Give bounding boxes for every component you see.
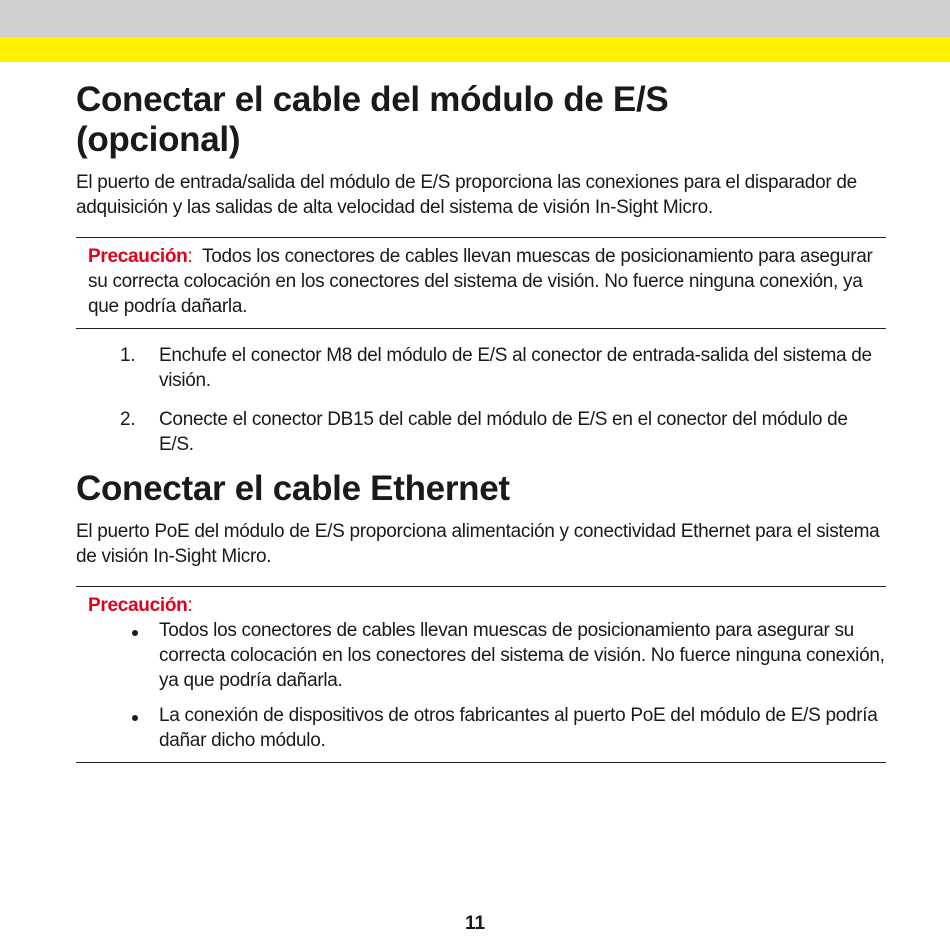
bullet-icon [132, 715, 138, 721]
caution-bullet-list [76, 618, 886, 753]
caution-label: Precaución [88, 595, 188, 616]
step-text: Conecte el conector DB15 del cable del módulo de E/S en el conector del módulo de E/S. [159, 409, 848, 455]
step-number: 1. [120, 345, 136, 366]
section1-title-line2: (opcional) [76, 120, 241, 159]
section2-caution-box [76, 586, 886, 763]
caution-colon: : [187, 246, 193, 267]
section2-title: Conectar el cable Ethernet [76, 469, 510, 508]
bullet-text: La conexión de dispositivos de otros fabricantes al puerto PoE del módulo de E/S podría dañar dicho módulo. [159, 705, 878, 751]
page-number: 11 [464, 913, 486, 934]
list-item [76, 703, 886, 753]
list-item [76, 343, 886, 393]
section1-intro: El puerto de entrada/salida del módulo de E/S proporciona las conexiones para el disparador de adquisición y las salidas de alta velocidad del sistema de visión In-Sight Micro. [76, 172, 857, 218]
bullet-text: Todos los conectores de cables llevan muescas de posicionamiento para asegurar su correcta colocación en los conectores del sistema de visión. No fuerce ninguna conexión, ya que podría dañarla. [159, 620, 885, 691]
step-text: Enchufe el conector M8 del módulo de E/S al conector de entrada-salida del sistema de visión. [159, 345, 872, 391]
bullet-icon [132, 630, 138, 636]
list-item [76, 618, 886, 693]
page-content [76, 80, 886, 763]
caution-colon: : [187, 595, 193, 616]
section1-title-line1: Conectar el cable del módulo de E/S [76, 80, 669, 119]
section2-intro: El puerto PoE del módulo de E/S proporciona alimentación y conectividad Ethernet para el sistema de visión In-Sight Micro. [76, 521, 880, 567]
header-yellow-band [0, 37, 950, 62]
caution-label: Precaución [88, 246, 188, 267]
steps-list [76, 343, 886, 457]
step-number: 2. [120, 409, 136, 430]
section1-caution-box [76, 237, 886, 329]
header-gray-band [0, 0, 950, 37]
caution-text: Todos los conectores de cables llevan muescas de posicionamiento para asegurar su correcta colocación en los conectores del sistema de visión. No fuerce ninguna conexión, ya que podría dañarla. [88, 246, 873, 317]
list-item [76, 407, 886, 457]
section1-title [76, 80, 886, 160]
